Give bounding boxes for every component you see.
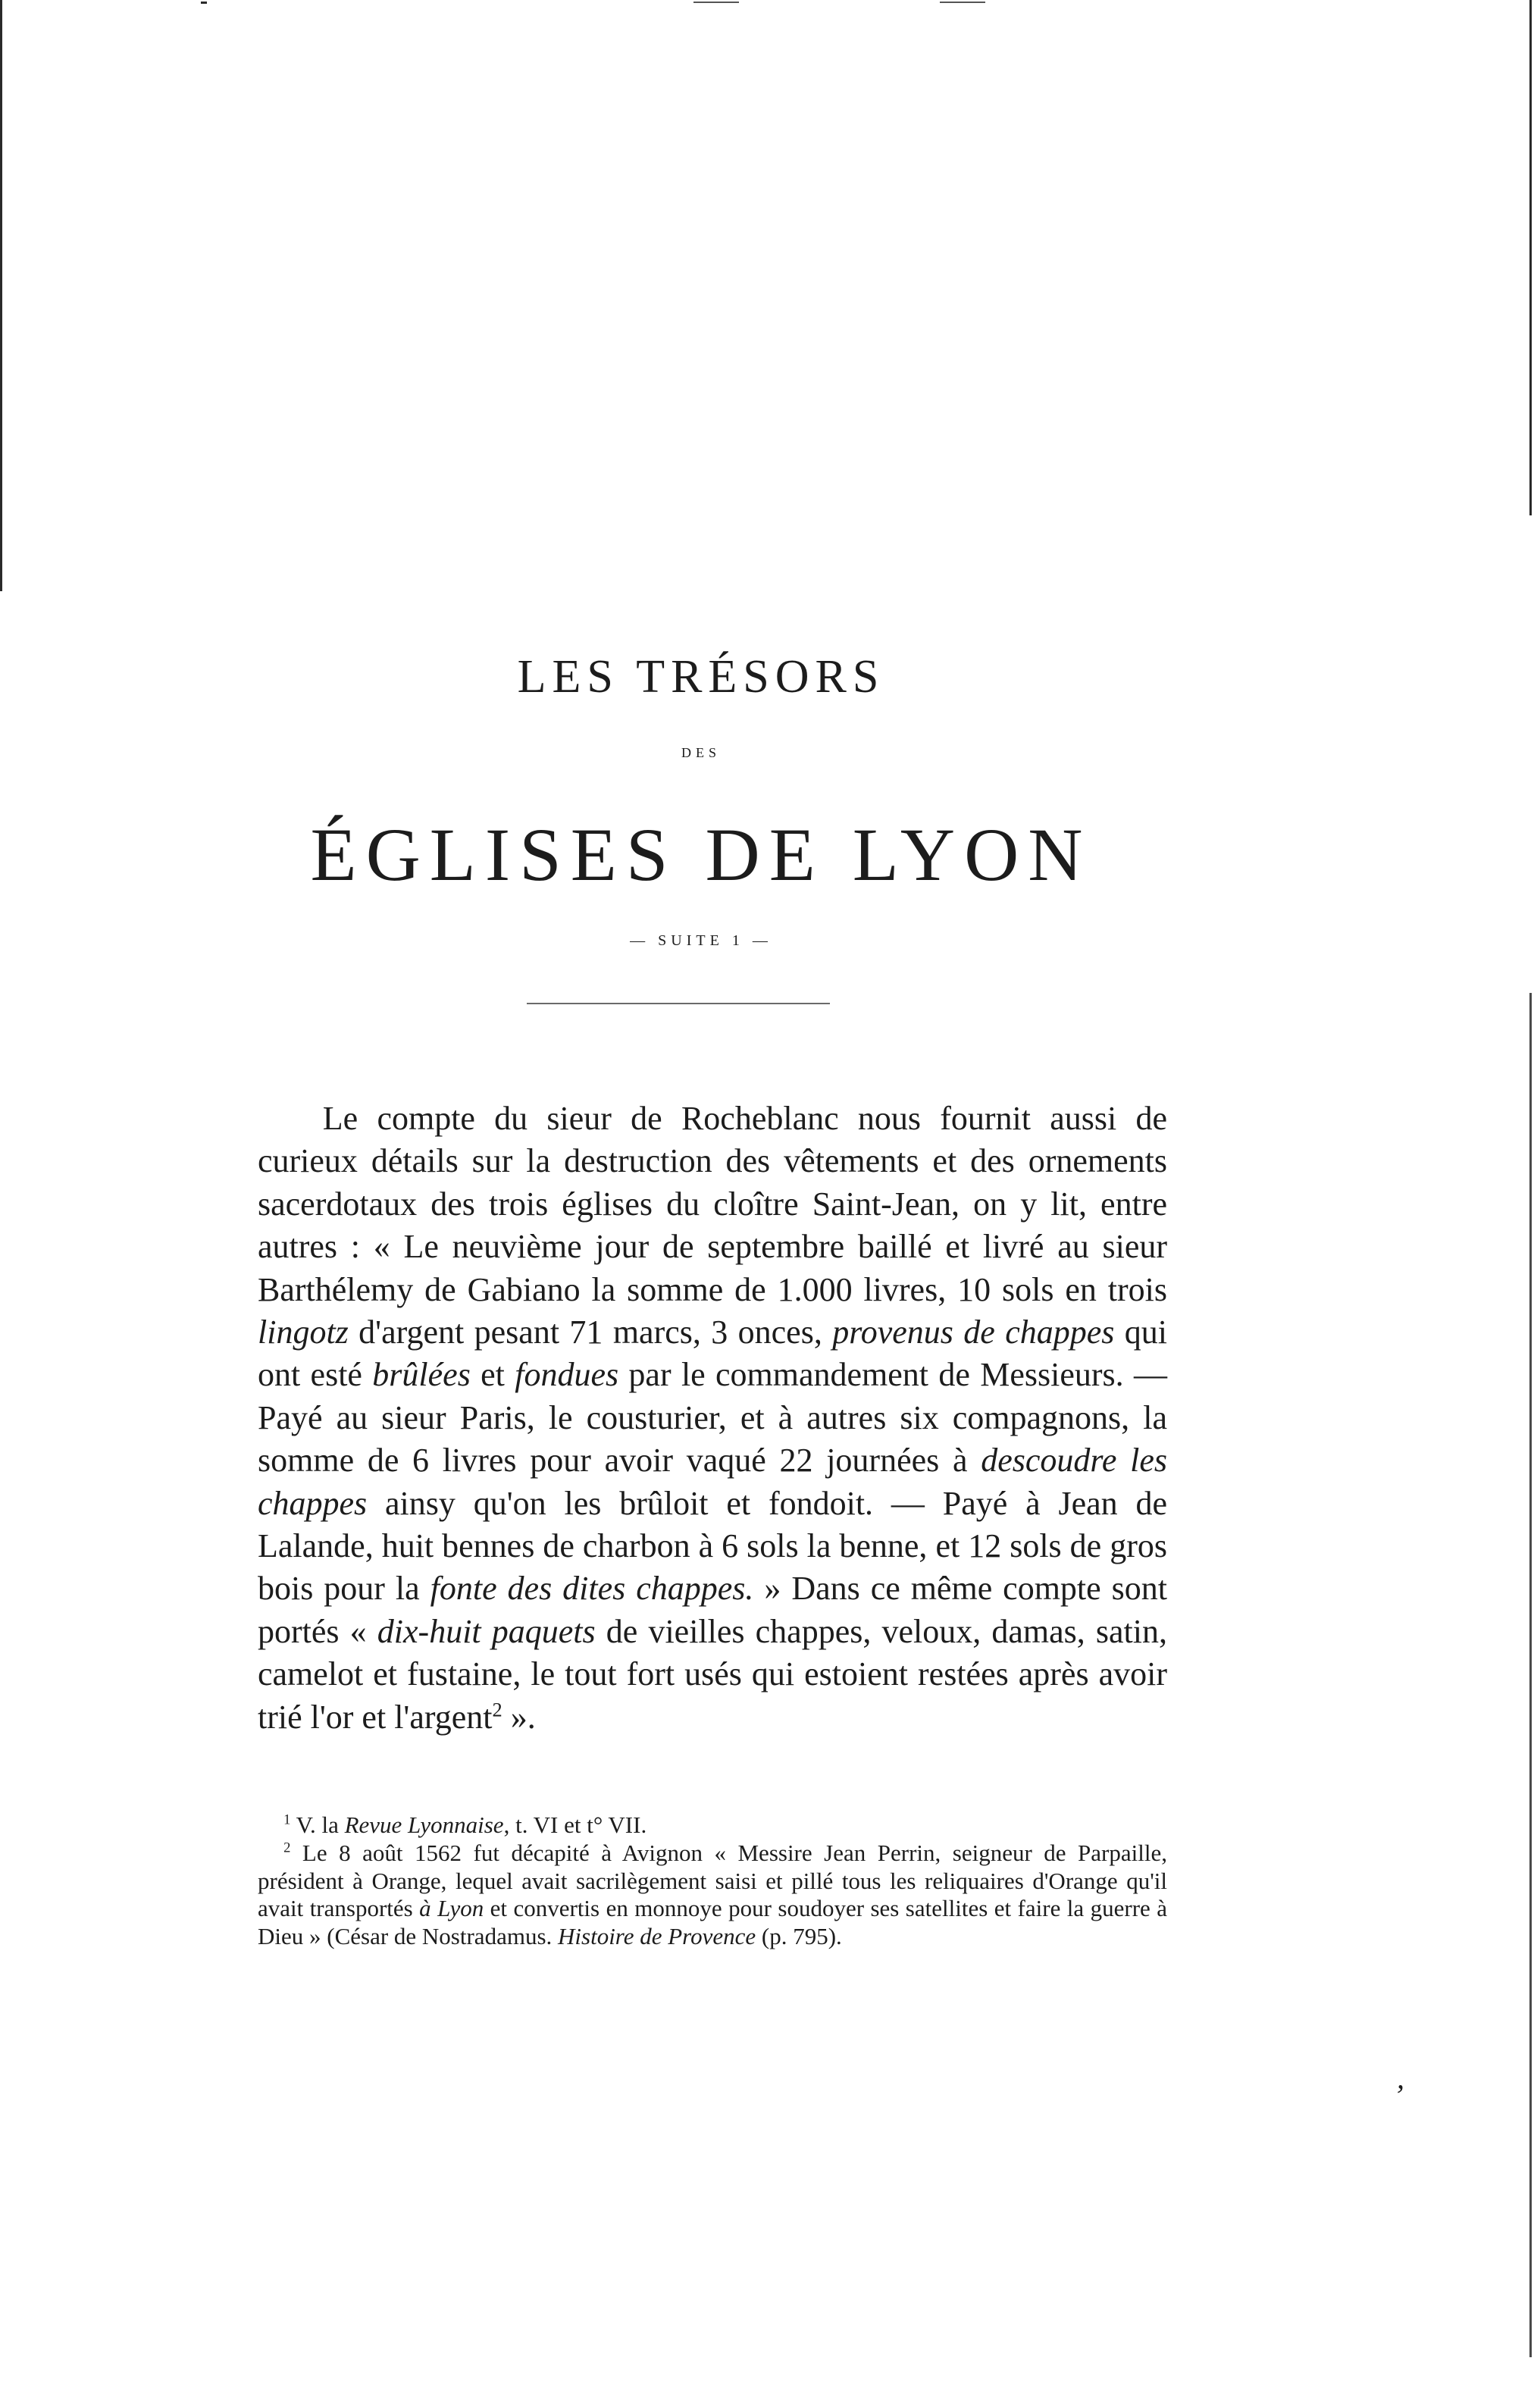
scan-edge-right-bottom (1529, 993, 1532, 2357)
footnote-2 (258, 1840, 1167, 1951)
text-run: ». (502, 1698, 536, 1736)
footnote-mark: 1 (283, 1811, 291, 1828)
scan-edge-left (0, 0, 2, 591)
text-run: et (470, 1356, 515, 1394)
italic-run: fondues (515, 1356, 619, 1394)
text-run: ainsy qu'on les brûloit et fondoit. — Payé à Jean de Lalande, huit bennes de charbon à 6 sols la benne, et 12 sols de gros bois pour la (258, 1484, 1167, 1608)
title-rule (527, 1003, 830, 1004)
italic-run: fonte des dites chappes. (430, 1570, 754, 1608)
text-run: Le compte du sieur de Rocheblanc nous fournit aussi de curieux détails sur la destruction des vêtements et des ornements sacerdotaux des trois églises du cloître Saint-Jean, on y lit, entre autres : « Le neuvième jour de septembre baillé et livré au sieur Barthélemy de Gabiano la somme de 1.000 livres, 10 sols en trois (258, 1100, 1167, 1308)
footnote-ref-2: 2 (492, 1698, 502, 1721)
text-run: par le commandement de Messieurs. — Payé au sieur Paris, le cousturier, et à autres six compagnons, la somme de 6 livres pour avoir vaqué 22 journées à (258, 1356, 1167, 1480)
footnote-1 (258, 1811, 1167, 1840)
italic-run: Histoire de Provence (558, 1923, 756, 1950)
footnote-mark: 2 (283, 1840, 291, 1856)
text-run: qui ont esté (258, 1314, 1167, 1394)
italic-run: dix-huit paquets (377, 1612, 596, 1650)
text-run: , t. VI et t° VII. (503, 1811, 647, 1838)
italic-run: à Lyon (419, 1895, 484, 1922)
scan-top-mark (201, 2, 207, 4)
title-eglises-de-lyon: ÉGLISES DE LYON (310, 813, 1092, 897)
text-run: V. la (290, 1811, 345, 1838)
text-run: et convertis en monnoye pour soudoyer ses satellites et faire la guerre à Dieu » (César de Nostradamus. (258, 1895, 1167, 1950)
footnotes (258, 1811, 1167, 1951)
scan-edge-right-top (1529, 0, 1532, 515)
italic-run: provenus de chappes (832, 1314, 1115, 1351)
italic-run: Revue Lyonnaise (344, 1811, 504, 1838)
main-paragraph (258, 1098, 1167, 1739)
text-run: (p. 795). (756, 1923, 842, 1950)
scan-top-mark (940, 2, 985, 3)
italic-run: brûlées (372, 1356, 471, 1394)
text-run: » Dans ce même compte sont portés « (258, 1570, 1167, 1650)
text-run: d'argent pesant 71 marcs, 3 onces, (348, 1314, 833, 1351)
title-les-tresors: LES TRÉSORS (517, 651, 885, 703)
italic-run: lingotz (258, 1314, 349, 1351)
text-run: de vieilles chappes, veloux, damas, satin, camelot et fustaine, le tout fort usés qui estoient restées après avoir trié l'or et l'argent (258, 1612, 1167, 1736)
ink-speck: , (1397, 2061, 1404, 2095)
text-run: Le 8 août 1562 fut décapité à Avignon « Messire Jean Perrin, seigneur de Parpaille, président à Orange, lequel avait sacrilègement saisi et pillé tous les reliquaires d'Orange qu'il avait transportés (258, 1839, 1167, 1922)
italic-run: descoudre les chappes (258, 1442, 1168, 1522)
suite-label: — SUITE 1 — (630, 932, 772, 949)
scan-top-mark (693, 2, 739, 3)
title-des: DES (681, 745, 721, 760)
